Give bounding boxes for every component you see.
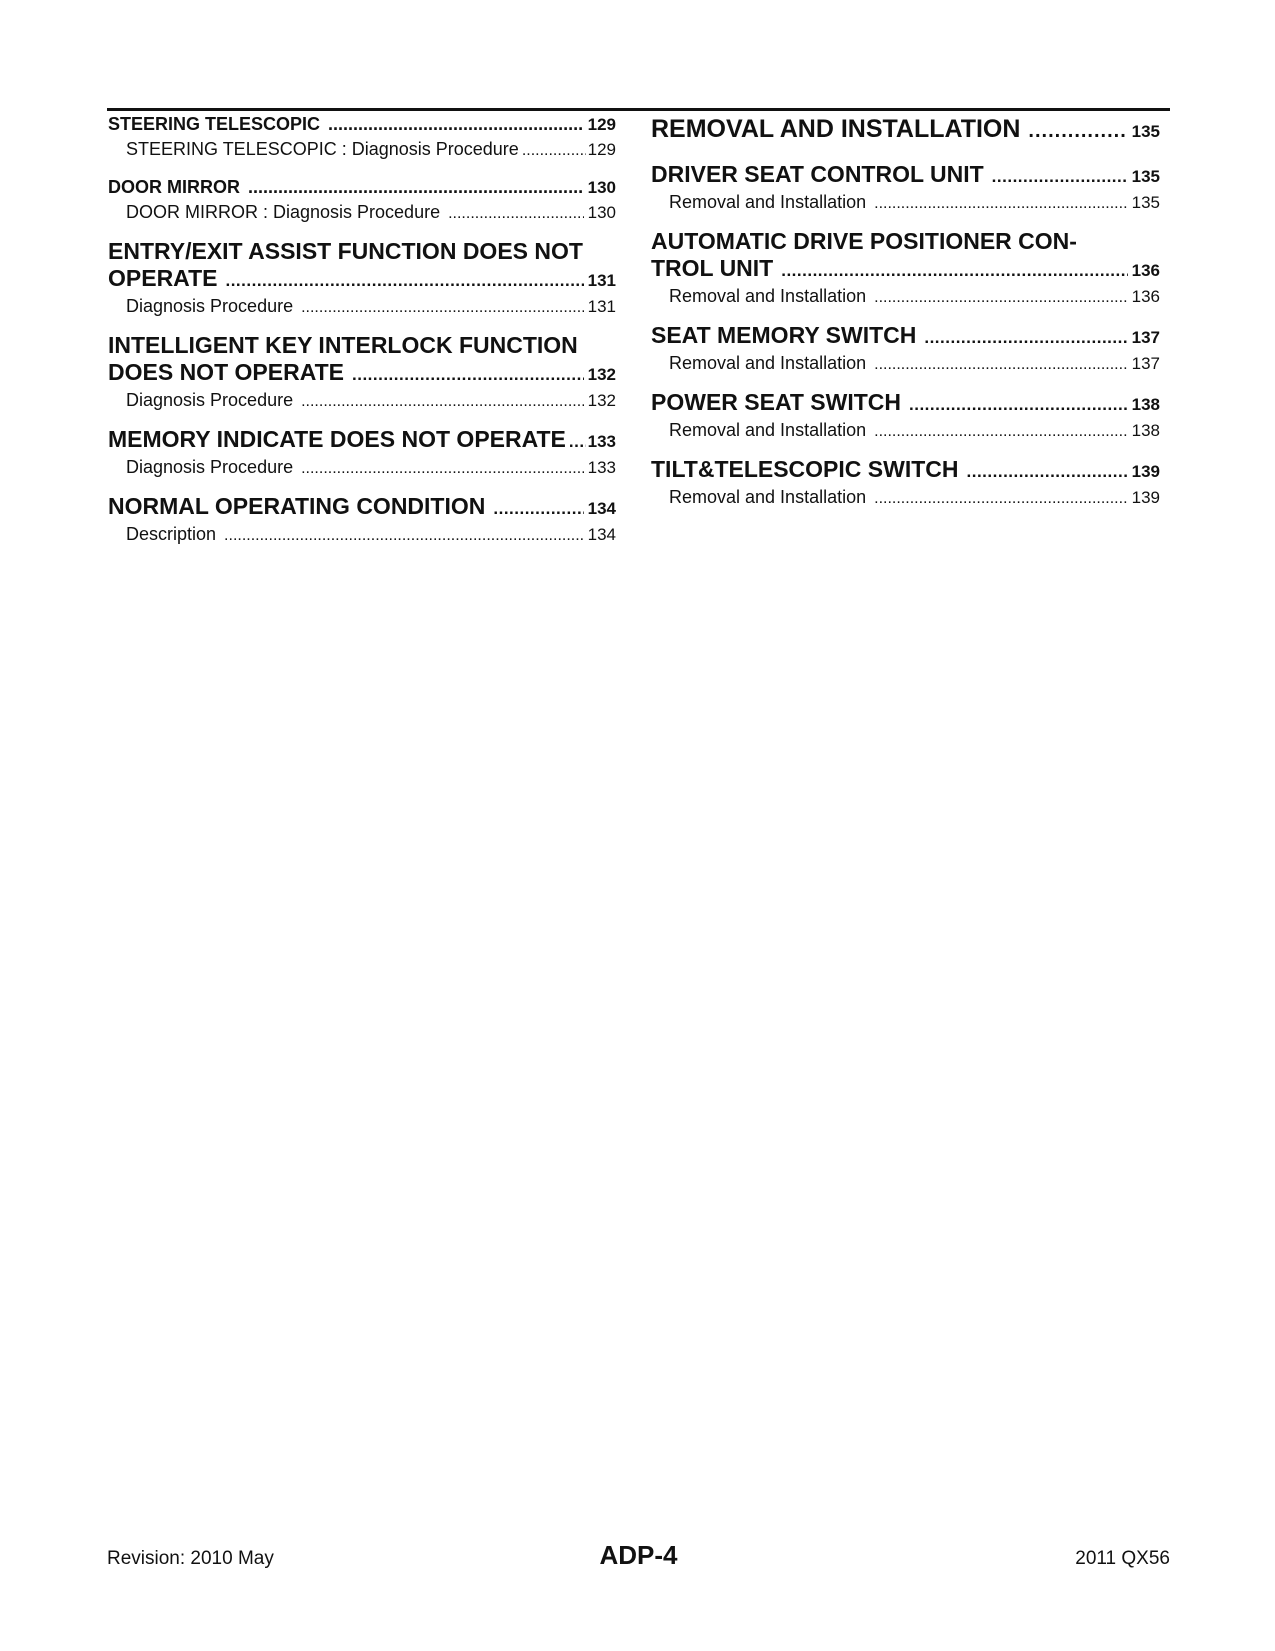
toc-section	[651, 112, 1160, 149]
toc-entry	[651, 456, 1160, 511]
toc-page-number: 137	[1131, 328, 1160, 347]
toc-entry	[651, 389, 1160, 444]
toc-heading-title: SEAT MEMORY SWITCH	[651, 322, 917, 348]
toc-heading-link[interactable]	[108, 265, 616, 294]
dot-leader	[874, 487, 1128, 511]
toc-heading-title-line1[interactable]: INTELLIGENT KEY INTERLOCK FUNCTION	[108, 332, 578, 358]
toc-entry	[108, 238, 616, 320]
revision-label: Revision: 2010 May	[107, 1548, 274, 1569]
toc-page-number: 130	[587, 178, 616, 197]
toc-subentry-title: Removal and Installation	[669, 353, 867, 373]
toc-subentry-link[interactable]	[108, 200, 616, 226]
toc-heading-title-line2: DOES NOT OPERATE	[108, 359, 344, 385]
toc-entry	[108, 493, 616, 548]
toc-heading-link[interactable]	[108, 359, 616, 388]
toc-page-number: 134	[587, 525, 616, 544]
toc-heading-title: DRIVER SEAT CONTROL UNIT	[651, 161, 984, 187]
toc-page-number: 135	[1131, 193, 1160, 212]
toc-heading-title: POWER SEAT SWITCH	[651, 389, 902, 415]
toc-entry	[651, 161, 1160, 216]
toc-heading-title: TILT&TELESCOPIC SWITCH	[651, 456, 959, 482]
toc-page-number: 139	[1131, 488, 1160, 507]
toc-subentry-link[interactable]	[651, 418, 1160, 444]
dot-leader	[569, 428, 586, 455]
toc-page-number: 130	[587, 203, 616, 222]
toc-heading-link[interactable]	[108, 175, 616, 200]
toc-subentry-title: STEERING TELESCOPIC : Diagnosis Procedure	[126, 139, 519, 159]
toc-page-number: 135	[1131, 122, 1160, 141]
toc-page-number: 131	[587, 297, 616, 316]
toc-page-number: 139	[1131, 462, 1160, 481]
toc-page-number: 138	[1131, 421, 1160, 440]
model-label: 2011 QX56	[1075, 1548, 1170, 1569]
toc-subentry-title: Removal and Installation	[669, 192, 867, 212]
dot-leader	[874, 286, 1128, 310]
toc-page-number: 137	[1131, 354, 1160, 373]
dot-leader	[874, 192, 1128, 216]
toc-page-number: 138	[1131, 395, 1160, 414]
toc-subentry-link[interactable]	[651, 351, 1160, 377]
toc-page-number: 135	[1131, 167, 1160, 186]
toc-subentry-link[interactable]	[108, 137, 616, 163]
toc-page-number: 134	[587, 499, 616, 518]
toc-right-column	[651, 112, 1160, 523]
dot-leader	[301, 390, 584, 414]
toc-heading-title: MEMORY INDICATE DOES NOT OPERATE	[108, 426, 566, 452]
toc-heading-link[interactable]	[651, 389, 1160, 418]
dot-leader	[781, 257, 1127, 284]
toc-subentry-link[interactable]	[651, 190, 1160, 216]
dot-leader	[301, 457, 584, 481]
toc-subentry-title: Diagnosis Procedure	[126, 296, 294, 316]
toc-subentry-link[interactable]	[651, 485, 1160, 511]
dot-leader	[967, 458, 1128, 485]
dot-leader	[248, 175, 584, 199]
dot-leader	[874, 420, 1128, 444]
toc-entry	[108, 332, 616, 414]
toc-entry	[108, 426, 616, 481]
dot-leader	[448, 202, 584, 226]
dot-leader	[522, 139, 586, 163]
toc-page-number: 132	[587, 365, 616, 384]
toc-heading-link[interactable]	[651, 456, 1160, 485]
toc-section-title: REMOVAL AND INSTALLATION	[651, 115, 1021, 143]
toc-page-number: 129	[587, 140, 616, 159]
dot-leader	[493, 495, 583, 522]
page-footer	[107, 1540, 1170, 1570]
toc-heading-link[interactable]	[651, 322, 1160, 351]
toc-entry	[108, 112, 616, 163]
toc-subentry-title: Removal and Installation	[669, 420, 867, 440]
toc-subentry-title: Description	[126, 524, 217, 544]
toc-subentry-link[interactable]	[108, 522, 616, 548]
dot-leader	[352, 361, 584, 388]
dot-leader	[874, 353, 1128, 377]
toc-heading-link[interactable]	[108, 112, 616, 137]
toc-subentry-link[interactable]	[108, 388, 616, 414]
page-code: ADP-4	[599, 1540, 678, 1570]
toc-heading-title: STEERING TELESCOPIC	[108, 114, 321, 134]
toc-heading-link[interactable]	[108, 493, 616, 522]
toc-heading-title-line2: TROL UNIT	[651, 255, 774, 281]
dot-leader	[301, 296, 584, 320]
toc-section-link[interactable]	[651, 112, 1160, 149]
toc-page-number: 129	[587, 115, 616, 134]
dot-leader	[1028, 114, 1127, 148]
toc-heading-title: DOOR MIRROR	[108, 177, 240, 197]
dot-leader	[224, 524, 584, 548]
toc-page-number: 136	[1131, 261, 1160, 280]
toc-heading-title-line2: OPERATE	[108, 265, 218, 291]
toc-subentry-title: Removal and Installation	[669, 286, 867, 306]
toc-page-number: 133	[587, 458, 616, 477]
dot-leader	[992, 163, 1128, 190]
toc-page-number: 133	[587, 432, 616, 451]
header-rule	[107, 108, 1170, 111]
toc-entry	[651, 228, 1160, 310]
toc-subentry-title: Diagnosis Procedure	[126, 457, 294, 477]
dot-leader	[924, 324, 1127, 351]
toc-page-number: 131	[587, 271, 616, 290]
toc-heading-title: NORMAL OPERATING CONDITION	[108, 493, 486, 519]
toc-subentry-link[interactable]	[651, 284, 1160, 310]
toc-subentry-title: Diagnosis Procedure	[126, 390, 294, 410]
toc-subentry-title: DOOR MIRROR : Diagnosis Procedure	[126, 202, 441, 222]
dot-leader	[328, 112, 584, 136]
toc-subentry-link[interactable]	[108, 455, 616, 481]
toc-page-number: 136	[1131, 287, 1160, 306]
toc-left-column	[108, 112, 616, 560]
toc-heading-link[interactable]	[651, 255, 1160, 284]
toc-heading-title-line1[interactable]: ENTRY/EXIT ASSIST FUNCTION DOES NOT	[108, 238, 583, 264]
toc-entry	[651, 322, 1160, 377]
toc-heading-title-line1[interactable]: AUTOMATIC DRIVE POSITIONER CON-	[651, 228, 1077, 254]
dot-leader	[225, 267, 583, 294]
toc-page-number: 132	[587, 391, 616, 410]
toc-heading-link[interactable]	[108, 426, 616, 455]
toc-subentry-title: Removal and Installation	[669, 487, 867, 507]
toc-heading-link[interactable]	[651, 161, 1160, 190]
dot-leader	[909, 391, 1128, 418]
toc-subentry-link[interactable]	[108, 294, 616, 320]
toc-entry	[108, 175, 616, 226]
